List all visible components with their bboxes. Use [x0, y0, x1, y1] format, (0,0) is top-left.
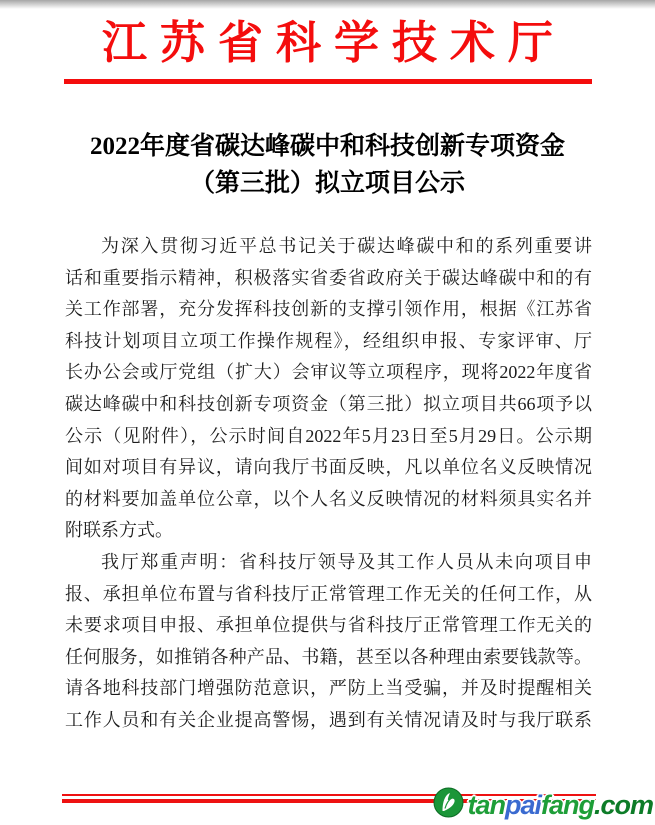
body-line: 任何服务，如推销各种产品、书籍，甚至以各种理由索要钱款等。 [65, 646, 592, 667]
scan-top-shadow [0, 0, 655, 9]
body-line: 我厅郑重声明：省科技厅领导及其工作人员从未向项目申 [101, 551, 592, 572]
brand-part-tan: tan [467, 790, 505, 820]
body-line: 科技计划项目立项工作操作规程》，经组织申报、专家评审、厅 [65, 330, 592, 351]
body-line: 工作人员和有关企业提高警惕，遇到有关情况请及时与我厅联系 [65, 709, 592, 730]
body-line: 报、承担单位布置与省科技厅正常管理工作无关的任何工作，从 [65, 583, 592, 604]
brand-text [467, 790, 653, 820]
body-line: 公示（见附件），公示时间自2022年5月23日至5月29日。公示期 [65, 425, 592, 446]
body-line: 间如对项目有异议，请向我厅书面反映，凡以单位名义反映情况 [65, 457, 592, 478]
body-line: 关工作部署，充分发挥科技创新的支撑引领作用，根据《江苏省 [65, 299, 592, 320]
document-title-line-2: （第三批）拟立项目公示 [189, 170, 465, 197]
body-line: 附联系方式。 [65, 520, 173, 541]
body-line: 请各地科技部门增强防范意识，严防上当受骗，并及时提醒相关 [65, 678, 592, 699]
letterhead-agency-name: 江苏省科学技术厅 [101, 18, 566, 68]
letterhead-rule [64, 79, 592, 84]
body-line: 为深入贯彻习近平总书记关于碳达峰碳中和的系列重要讲 [101, 236, 592, 256]
document-title-line-1: 2022年度省碳达峰碳中和科技创新专项资金 [89, 133, 565, 160]
body-line: 长办公会或厅党组（扩大）会审议等立项程序，现将2022年度省 [65, 362, 592, 383]
brand-part-pai: pai [504, 790, 541, 820]
body-line: 的材料要加盖单位公章，以个人名义反映情况的材料须具实名并 [65, 488, 592, 509]
document-body [65, 231, 592, 737]
brand-part-fang: fang [540, 790, 594, 820]
body-line: 碳达峰碳中和科技创新专项资金（第三批）拟立项目共66项予以 [65, 393, 592, 414]
tanpaifang-watermark [433, 787, 653, 823]
body-line: 未要求项目申报、承担单位提供与省科技厅正常管理工作无关的 [65, 615, 592, 636]
brand-part-com: .com [593, 790, 653, 820]
body-line: 话和重要指示精神，积极落实省委省政府关于碳达峰碳中和的有 [65, 267, 592, 288]
tanpaifang-leaf-icon [433, 787, 464, 823]
document-title [30, 128, 625, 202]
